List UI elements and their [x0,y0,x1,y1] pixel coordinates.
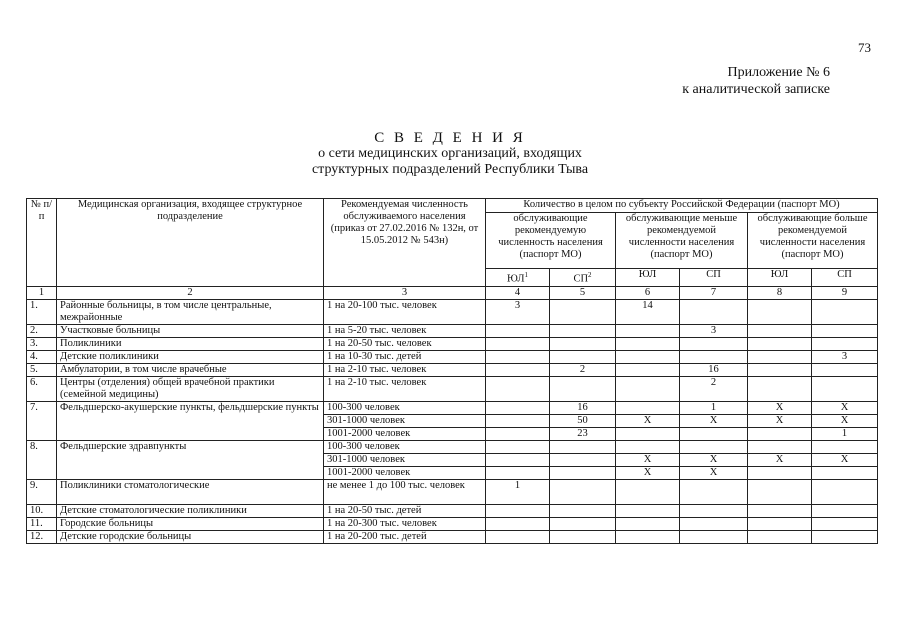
row-value [812,299,878,324]
title-line-3: структурных подразделений Республики Тыва [311,162,589,177]
row-value [550,530,616,543]
row-value [616,337,680,350]
row-population: 1 на 20-50 тыс. человек [324,337,486,350]
row-value [486,504,550,517]
row-population: 1001-2000 человек [324,427,486,440]
row-population: 1 на 2-10 тыс. человек [324,376,486,401]
row-organization: Поликлиники стоматологические [57,479,324,504]
row-value [812,337,878,350]
row-value [680,350,748,363]
row-organization: Поликлиники [57,337,324,350]
row-value: Х [680,453,748,466]
column-number: 3 [324,286,486,299]
row-value: Х [812,453,878,466]
row-value [616,504,680,517]
row-value [486,440,550,453]
row-population: 100-300 человек [324,401,486,414]
row-value [550,453,616,466]
row-population: 1 на 20-100 тыс. человек [324,299,486,324]
row-number: 12. [27,530,57,543]
row-organization: Детские стоматологические поликлиники [57,504,324,517]
row-value [550,350,616,363]
row-value: 1 [486,479,550,504]
row-value [748,479,812,504]
row-value [812,324,878,337]
row-value: 16 [680,363,748,376]
row-value [748,337,812,350]
row-organization: Городские больницы [57,517,324,530]
row-value [748,517,812,530]
row-value [550,479,616,504]
row-number: 11. [27,517,57,530]
table-body [27,199,878,544]
row-number: 6. [27,376,57,401]
row-value [616,440,680,453]
row-value [486,414,550,427]
header-total: Количество в целом по субъекту Российской Федерации (паспорт МО) [486,199,878,213]
row-value: 2 [550,363,616,376]
row-value [616,376,680,401]
header-sp: СП [680,269,748,287]
appendix-line-1: Приложение № 6 [727,65,830,80]
row-value [680,440,748,453]
row-population: 301-1000 человек [324,453,486,466]
table-row [27,376,878,401]
header-recommended: Рекомендуемая численность обслуживаемого населения (приказ от 27.02.2016 № 132н, от 15.05.2012 № 543н) [324,199,486,287]
row-organization: Фельдшерско-акушерские пункты, фельдшерские пункты [57,401,324,440]
row-number: 1. [27,299,57,324]
table-row [27,350,878,363]
row-value [748,530,812,543]
row-value [616,324,680,337]
row-number: 2. [27,324,57,337]
row-number: 10. [27,504,57,517]
row-value: Х [616,466,680,479]
row-value: 50 [550,414,616,427]
row-organization: Фельдшерские здравпункты [57,440,324,479]
appendix-note [620,64,830,98]
row-value: 2 [680,376,748,401]
row-value [550,504,616,517]
row-organization: Детские поликлиники [57,350,324,363]
title-line-2: о сети медицинских организаций, входящих [318,146,582,161]
row-population: 1 на 20-300 тыс. человек [324,517,486,530]
row-value [550,466,616,479]
row-value [616,530,680,543]
appendix-line-2: к аналитической записке [682,82,830,97]
row-value [748,324,812,337]
row-value [486,401,550,414]
document-title [250,130,650,178]
row-value: Х [680,466,748,479]
row-value: Х [748,453,812,466]
column-number: 5 [550,286,616,299]
table-row [27,504,878,517]
row-value [550,440,616,453]
row-value [812,479,878,504]
row-population: 1001-2000 человек [324,466,486,479]
header-sp: $СП^2$ [550,269,616,287]
row-value: Х [748,401,812,414]
row-value [486,466,550,479]
row-value [680,299,748,324]
table-row [27,479,878,504]
row-value [550,324,616,337]
table-row [27,517,878,530]
header-org: Медицинская организация, входящее структурное подразделение [57,199,324,287]
row-value [486,363,550,376]
row-population: 1 на 2-10 тыс. человек [324,363,486,376]
row-organization: Районные больницы, в том числе центральные, межрайонные [57,299,324,324]
row-number: 3. [27,337,57,350]
column-number: 4 [486,286,550,299]
page-number: 73 [858,40,871,55]
column-numbers-row [27,286,878,299]
column-number: 7 [680,286,748,299]
row-value [486,324,550,337]
row-value [812,376,878,401]
row-value: 1 [680,401,748,414]
header-sp: СП [812,269,878,287]
row-value [550,337,616,350]
column-number: 2 [57,286,324,299]
row-organization: Детские городские больницы [57,530,324,543]
header-group-less: обслуживающие меньше рекомендуемой численности населения (паспорт МО) [616,213,748,269]
row-value [550,299,616,324]
row-organization: Центры (отделения) общей врачебной практики (семейной медицины) [57,376,324,401]
table-row [27,363,878,376]
row-value [680,427,748,440]
column-number: 6 [616,286,680,299]
row-value: 14 [616,299,680,324]
table-row [27,324,878,337]
row-value [748,299,812,324]
row-value [812,530,878,543]
row-value [748,504,812,517]
header-group-more: обслуживающие больше рекомендуемой численности населения (паспорт МО) [748,213,878,269]
table-row [27,299,878,324]
row-value [812,517,878,530]
row-value [486,376,550,401]
row-population: 100-300 человек [324,440,486,453]
row-value [748,363,812,376]
row-population: 301-1000 человек [324,414,486,427]
row-value [812,363,878,376]
row-value [680,517,748,530]
row-value [812,504,878,517]
row-value [616,479,680,504]
row-population: не менее 1 до 100 тыс. человек [324,479,486,504]
row-value [680,530,748,543]
row-value [486,517,550,530]
row-value [616,350,680,363]
row-value [748,466,812,479]
row-value [486,427,550,440]
table-row [27,401,878,414]
row-value: Х [748,414,812,427]
row-value [748,427,812,440]
header-num: № п/п [27,199,57,287]
row-value [680,504,748,517]
column-number: 1 [27,286,57,299]
row-value: 1 [812,427,878,440]
row-number: 8. [27,440,57,479]
row-value [748,440,812,453]
row-number: 7. [27,401,57,440]
row-number: 5. [27,363,57,376]
row-value [680,479,748,504]
data-table [26,198,878,544]
row-value: 3 [812,350,878,363]
table-row [27,337,878,350]
row-number: 9. [27,479,57,504]
row-value: Х [680,414,748,427]
row-value: 3 [486,299,550,324]
column-number: 8 [748,286,812,299]
row-value [616,363,680,376]
row-value: Х [616,414,680,427]
row-value [550,517,616,530]
row-value [486,453,550,466]
row-value [486,350,550,363]
row-organization: Амбулатории, в том числе врачебные [57,363,324,376]
header-yul: $ЮЛ^1$ [486,269,550,287]
row-value [812,440,878,453]
row-value [748,350,812,363]
row-population: 1 на 20-200 тыс. детей [324,530,486,543]
row-population: 1 на 10-30 тыс. детей [324,350,486,363]
row-value: Х [812,401,878,414]
header-yul: ЮЛ [748,269,812,287]
row-value: Х [616,453,680,466]
row-value [616,401,680,414]
row-value [550,376,616,401]
row-value [680,337,748,350]
row-population: 1 на 20-50 тыс. детей [324,504,486,517]
table-row [27,440,878,453]
table-row [27,530,878,543]
row-value [616,427,680,440]
row-value [616,517,680,530]
row-value: 23 [550,427,616,440]
row-organization: Участковые больницы [57,324,324,337]
row-value: 3 [680,324,748,337]
row-value [486,530,550,543]
header-yul: ЮЛ [616,269,680,287]
title-main: С В Е Д Е Н И Я [374,130,526,146]
row-number: 4. [27,350,57,363]
header-group-recommended: обслуживающие рекомендуемую численность населения (паспорт МО) [486,213,616,269]
row-value [812,466,878,479]
row-value: 16 [550,401,616,414]
column-number: 9 [812,286,878,299]
row-value [486,337,550,350]
row-population: 1 на 5-20 тыс. человек [324,324,486,337]
row-value: Х [812,414,878,427]
row-value [748,376,812,401]
